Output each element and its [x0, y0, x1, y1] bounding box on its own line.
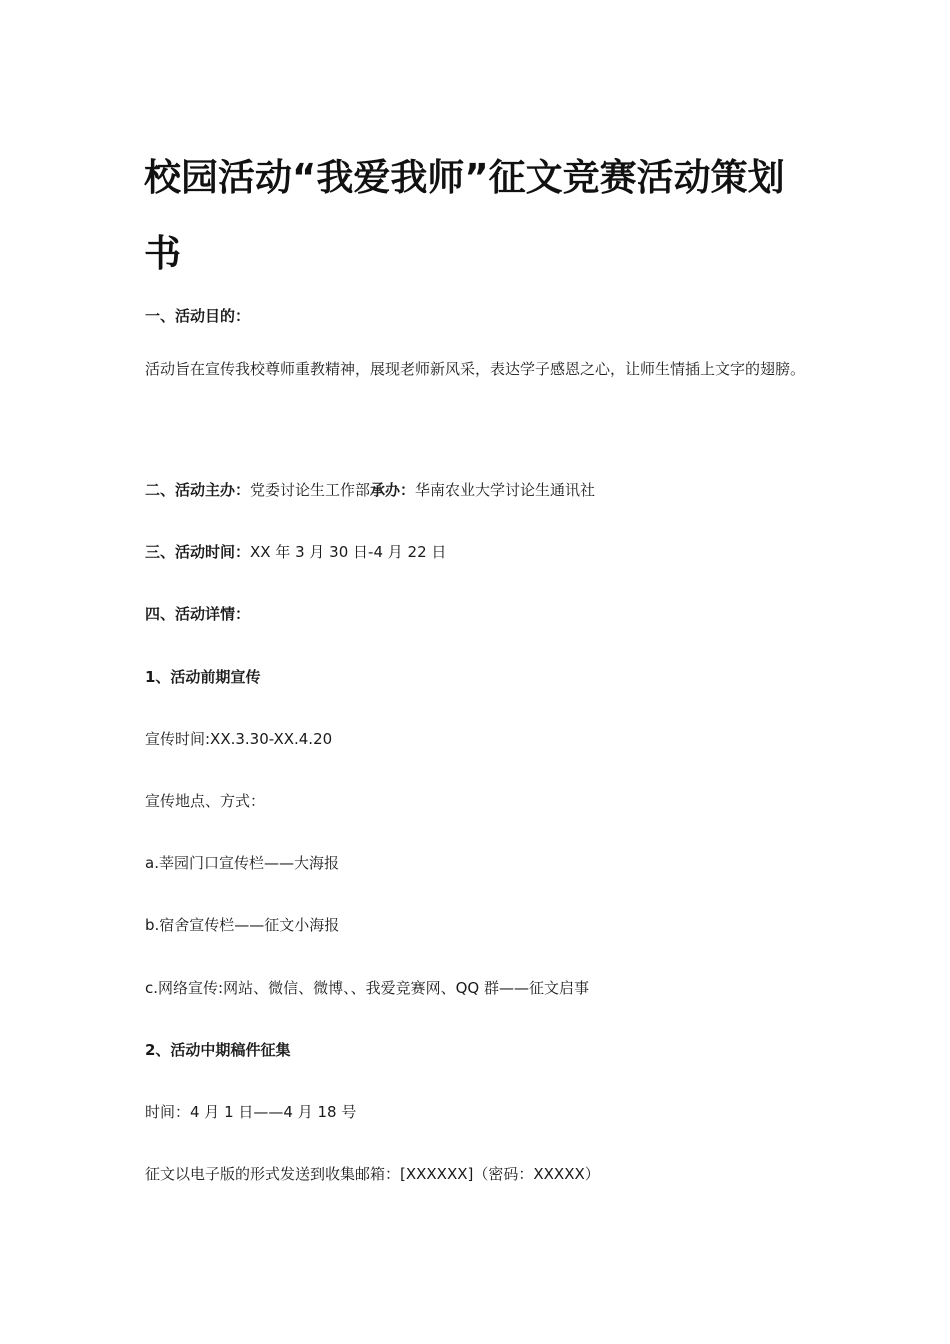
- organizer-label: 二、活动主办：: [145, 481, 251, 499]
- section-4-heading: 四、活动详情：: [145, 605, 251, 623]
- section-1-body: 活动旨在宣传我校尊师重教精神，展现老师新风采，表达学子感恩之心，让师生情插上文字的翅膀。: [145, 360, 806, 378]
- subsection-2-heading: 2、活动中期稿件征集: [145, 1041, 291, 1059]
- section-1-heading: 一、活动目的：: [145, 307, 251, 325]
- activity-time-label: 三、活动时间：: [145, 543, 251, 561]
- promotion-time: 宣传时间:XX.3.30-XX.4.20: [145, 730, 333, 748]
- activity-time-value: XX 年 3 月 30 日-4 月 22 日: [250, 543, 447, 561]
- subsection-1-heading: 1、活动前期宣传: [145, 668, 261, 686]
- document-title: 校园活动“我爱我师”征文竞赛活动策划书: [144, 156, 785, 275]
- promotion-item-a: a.莘园门口宣传栏——大海报: [145, 854, 339, 872]
- promotion-item-c: c.网络宣传:网站、微信、微博、、我爱竞赛网、QQ 群——征文启事: [145, 979, 589, 997]
- collection-time: 时间：4 月 1 日——4 月 18 号: [145, 1103, 357, 1121]
- section-3-line: [145, 542, 815, 562]
- submission-instructions: 征文以电子版的形式发送到收集邮箱：[XXXXXX]（密码：XXXXX）: [145, 1165, 600, 1183]
- co-organizer-value: 华南农业大学讨论生通讯社: [415, 481, 596, 499]
- promotion-item-b: b.宿舍宣传栏——征文小海报: [145, 916, 340, 934]
- section-2-line: [145, 480, 815, 500]
- organizer-value: 党委讨论生工作部: [250, 481, 371, 499]
- co-organizer-label: 承办：: [370, 481, 416, 499]
- promotion-places-label: 宣传地点、方式：: [145, 792, 266, 810]
